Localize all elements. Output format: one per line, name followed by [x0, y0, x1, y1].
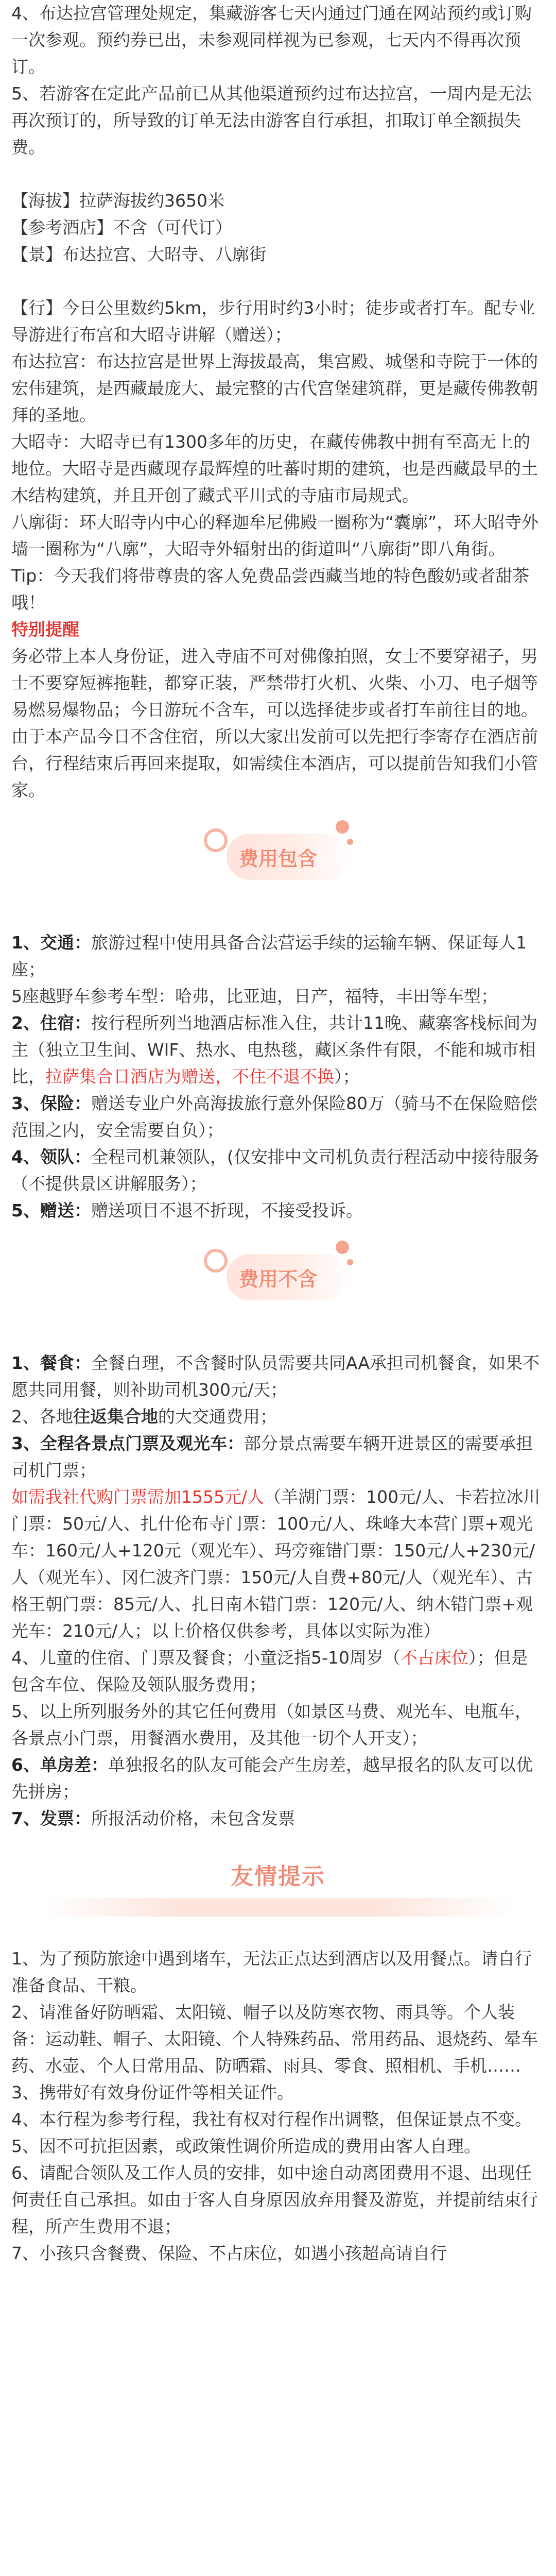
intro-paragraph: 5、若游客在定此产品前已从其他渠道预约过布达拉宫，一周内是无法再次预订的，所导致的订单无法由游客自行承担，扣取订单全额损失费。: [11, 83, 532, 157]
fee-excluded-item: 3、全程各景点门票及观光车：部分景点需要车辆开进景区的需要承担司机门票；: [11, 1433, 533, 1480]
special-notice-line: 务必带上本人身份证，进入寺庙不可对佛像拍照，女士不要穿裙子，男士不要穿短裤拖鞋，都穿正装，严禁带打火机、火柴、小刀、电子烟等易燃易爆物品；今日游玩不含车，可以选择徒步或者打车前往目的地。: [11, 646, 538, 720]
spec-sights: 【景】布达拉宫、大昭寺、八廓街: [11, 244, 266, 264]
tips-title: 友情提示: [231, 1863, 325, 1890]
tip-item: 2、请准备好防晒霜、太阳镜、帽子以及防寒衣物、雨具等。个人装备：运动鞋、帽子、太阳镜、个人特殊药品、常用药品、退烧药、晕车药、水壶、个人日常用品、防晒霜、雨具、零食、照相机、手机……: [11, 2002, 538, 2076]
fee-excluded-heading: [11, 1239, 545, 1316]
special-notice-line: 由于本产品今日不含住宿，所以大家出发前可以先把行李寄存在酒店前台，行程结束后再回来提取，如需续住本酒店，可以提前告知我们小管家。: [11, 726, 538, 800]
fee-included-item: 5座越野车参考车型：哈弗，比亚迪，日产，福特，丰田等车型；: [11, 986, 498, 1006]
fee-included-item: 3、保险：赠送专业户外高海拔旅行意外保险80万（骑马不在保险赔偿范围之内，安全需要自负）；: [11, 1093, 537, 1140]
fee-included-item: 1、交通：旅游过程中使用具备合法营运手续的运输车辆、保证每人1座；: [11, 933, 527, 979]
fee-included-heading: [11, 818, 545, 895]
fee-excluded-item: 6、单房差：单独报名的队友可能会产生房差，越早报名的队友可以优先拼房；: [11, 1755, 533, 1802]
intro-paragraph: 4、布达拉宫管理处规定，集藏游客七天内通过门通在网站预约或订购一次参观。预约券已出，未参观同样视为已参观，七天内不得再次预订。: [11, 3, 532, 77]
itinerary-tip: Tip：今天我们将带尊贵的客人免费品尝西藏当地的特色酸奶或者甜茶哦！: [11, 566, 530, 613]
badge-dot-decoration: [336, 820, 349, 834]
tip-item: 5、因不可抗拒因素，或政策性调价所造成的费用由客人自理。: [11, 2136, 481, 2156]
tip-item: 1、为了预防旅途中遇到堵车，无法正点达到酒店以及用餐点。请自行准备食品、干粮。: [11, 1948, 532, 1995]
fee-included-title: 费用包含: [238, 848, 317, 870]
itinerary-transport: 【行】今日公里数约5km，步行用时约3小时；徒步或者打车。配专业导游进行布宫和大昭寺讲解（赠送）；: [11, 298, 535, 345]
fee-excluded-item: 如需我社代购门票需加1555元/人（羊湖门票：100元/人、卡若拉冰川门票：50元/人、扎什伦布寺门票：100元/人、珠峰大本营门票+观光车：160元/人+120元（观光车）、玛旁雍错门票：150元/人+230元/人（观光车）、冈仁波齐门票：150元/人自费+80元/人（观光车）、古格王朝门票：85元/人、扎日南木错门票：120元/人、纳木错门票+观光车：210元/人；以上价格仅供参考，具体以实际为准）: [11, 1487, 541, 1641]
fee-excluded-item: 1、餐食：全餐自理，不含餐时队员需要共同AA承担司机餐食，如果不愿共同用餐，则补助司机300元/天；: [11, 1353, 540, 1400]
fee-excluded-item: 4、儿童的住宿、门票及餐食；小童泛指5-10周岁（不占床位）；但是包含车位、保险及领队服务费用；: [11, 1648, 528, 1694]
tip-item: 7、小孩只含餐费、保险、不占床位，如遇小孩超高请自行: [11, 2243, 447, 2263]
heading-badge: [201, 818, 355, 895]
tips-heading: [11, 1837, 545, 1930]
fee-included-item: 5、赠送：赠送项目不退不折现，不接受投诉。: [11, 1200, 363, 1221]
heading-badge: [201, 1239, 355, 1316]
fee-included-item: 2、住宿：按行程所列当地酒店标准入住，共计11晚、藏寨客栈标间为主（独立卫生间、WIF、热水、电热毯，藏区条件有限，不能和城市相比，拉萨集合日酒店为赠送，不住不退不换）；: [11, 1013, 537, 1087]
itinerary-jokhang: 大昭寺：大昭寺已有1300多年的历史，在藏传佛教中拥有至高无上的地位。大昭寺是西藏现存最辉煌的吐蕃时期的建筑，也是西藏最早的土木结构建筑，并且开创了藏式平川式的寺庙市局规式。: [11, 432, 538, 505]
badge-dot-decoration: [336, 1241, 349, 1254]
tip-item: 4、本行程为参考行程，我社有权对行程作出调整，但保证景点不变。: [11, 2109, 532, 2129]
fee-excluded-title: 费用不含: [238, 1268, 317, 1291]
fee-excluded-item: 5、以上所列服务外的其它任何费用（如景区马费、观光车、电瓶车，各景点小门票，用餐酒水费用，及其他一切个人开支）；: [11, 1701, 532, 1748]
fee-included-item: 4、领队：全程司机兼领队，(仅安排中文司机负责行程活动中接待服务（不提供景区讲解服务）；: [11, 1147, 540, 1194]
tip-item: 6、请配合领队及工作人员的安排，如中途自动离团费用不退、出现任何责任自己承担。如由于客人自身原因放弃用餐及游览，并提前结束行程，所产生费用不退；: [11, 2163, 538, 2236]
spec-altitude: 【海拔】拉萨海拔约3650米: [11, 191, 224, 211]
itinerary-potala: 布达拉宫：布达拉宫是世界上海拔最高，集宫殿、城堡和寺院于一体的宏伟建筑，是西藏最庞大、最完整的古代宫堡建筑群，更是藏传佛教朝拜的圣地。: [11, 351, 538, 425]
itinerary-barkhor: 八廓街：环大昭寺内中心的释迦牟尼佛殿一圈称为“囊廓”，环大昭寺外墙一圈称为“八廓”，大昭寺外辐射出的街道叫“八廓街”即八角街。: [11, 512, 539, 559]
tips-heading-underline: [42, 1898, 514, 1917]
spec-hotel: 【参考酒店】不含（可代订）: [11, 217, 232, 238]
fee-excluded-item: 7、发票：所报活动价格，未包含发票: [11, 1808, 295, 1828]
special-notice-title: 特别提醒: [11, 619, 79, 639]
tip-item: 3、携带好有效身份证件等相关证件。: [11, 2082, 294, 2103]
fee-excluded-item: 2、各地往返集合地的大交通费用；: [11, 1406, 277, 1427]
